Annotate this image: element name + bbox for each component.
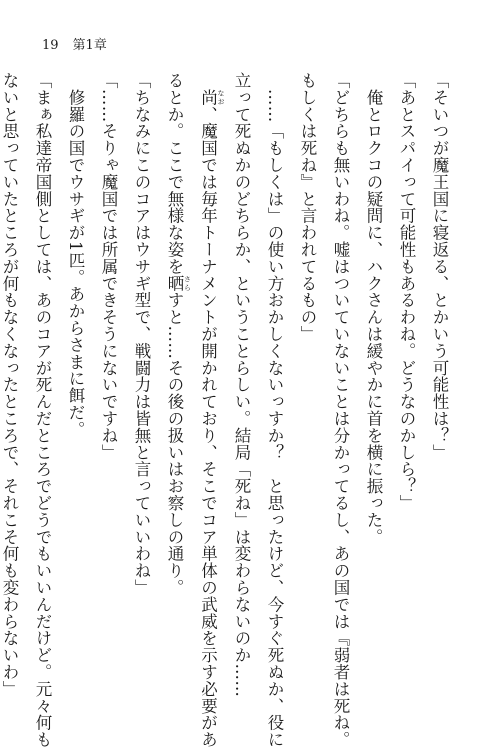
text-line: 「そいつが魔王国に寝返る、とかいう可能性は？」 <box>430 72 449 461</box>
text-line: 立って死ぬかのどちらか、ということらしい。結局「死ね」は変わらないのか…… <box>232 72 251 698</box>
page-number: 19 <box>42 38 59 53</box>
text-line: 「まぁ私達帝国側としては、あのコアが死んだところでどうでもいいんだけど。元々何も <box>33 72 52 748</box>
ruby-reading: さら <box>183 274 192 292</box>
ruby-annotation <box>165 274 192 292</box>
text-segment: るとか。ここで無様な姿を <box>165 72 184 275</box>
text-line: 「あとスパイって可能性もあるわね。どうなのかしら？」 <box>397 72 416 512</box>
text-line: ないと思っていたところが何もなくなったところで、それこそ何も変わらないわ」 <box>0 72 19 698</box>
text-line: 「どちらも無いわね。嘘はついていないことは分かってるし、あの国では『弱者は死ね。 <box>331 72 350 748</box>
ruby-base: 尚 <box>198 88 218 106</box>
text-line: もしくは死ね』と言われてるもの」 <box>298 72 317 343</box>
text-segment: 、魔国では毎年トーナメントが開かれており、そこでコア単体の武威を示す必要があ <box>198 105 218 748</box>
ruby-base: 晒 <box>165 274 184 292</box>
ruby-reading: なお <box>217 88 225 106</box>
text-segment: すと……その後の扱いはお察しの通り。 <box>165 291 184 596</box>
running-header <box>42 34 107 53</box>
text-line: 「……そりゃ魔国では所属できそうにないですね」 <box>99 72 118 461</box>
text-line: ……「もしくは」の使い方おかしくないっすか？ と思ったけど、今すぐ死ぬか、役に <box>265 72 284 748</box>
text-line: 俺とロクコの疑問に、ハクさんは緩やかに首を横に振った。 <box>364 72 383 546</box>
body-text <box>0 72 456 748</box>
text-line: 修羅の国でウサギが1匹。あからさまに餌だ。 <box>66 72 85 438</box>
text-line <box>158 72 192 672</box>
text-segment <box>199 72 218 89</box>
ruby-annotation <box>198 88 225 106</box>
chapter-title: 第1章 <box>72 38 107 53</box>
text-line: 「ちなみにこのコアはウサギ型で、戦闘力は皆無と言っていいわね」 <box>132 72 151 596</box>
text-line <box>192 72 226 748</box>
